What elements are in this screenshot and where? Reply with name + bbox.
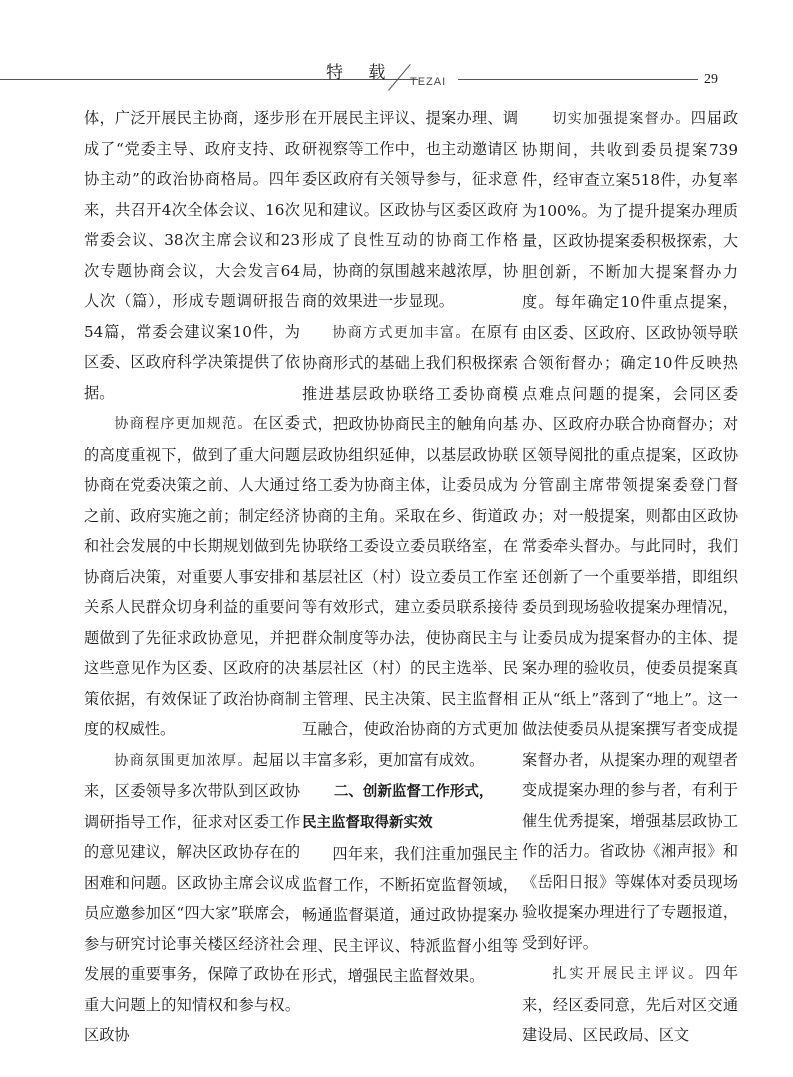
paragraph: [84, 408, 300, 745]
paragraph-lead: 协商程序更加规范。: [114, 416, 253, 432]
paragraph-text: 四届政协期间，共收到委员提案739 件，经审查立案518件，办复率为100%。为了提升提案办理质量，区政协提案委积极探索，大胆创新，不断加大提案督办力度。每年确定10件重点提案，由区委、区政府、区政协领导联合领衔督办；确定10件反映热点难点问题的提案，会同区委办、区政府办联合协商督办；对区领导阅批的重点提案，区政协分管副主席带领提案委登门督办；对一般提案，则都由区政协常委牵头督办。与此同时，我们还创新了一个重要举措，即组织委员到现场验收提案办理情况，让委员成为提案督办的主体、提案办理的验收员，使委员提案真正从“纸上”落到了“地上”。这一做法使委员从提案撰写者变成提案督办者，从提案办理的观望者变成提案办理的参与者，有利于催生优秀提案，增强基层政协工作的活力。省政协《湘声报》和《岳阳日报》等媒体对委员现场验收提案办理进行了专题报道，受到好评。: [522, 109, 754, 952]
text-column-3: [522, 103, 754, 1051]
section-heading: [302, 777, 518, 839]
paragraph-text: 在原有协商形式的基础上我们积极探索推进基层政协联络工委协商模式，把政协协商民主的触角向基层政协组织延伸，以基层政协联络工委为协商主体，让委员成为协商的主角。采取在乡、街道政协联络工委设立委员联络室，在基层社区（村）设立委员工作室等有效形式，建立委员联系接待群众制度等办法，使协商民主与基层社区（村）的民主选举、民主管理、民主决策、民主监督相互融合，使政治协商的方式更加丰富多彩，更加富有成效。: [302, 322, 519, 769]
paragraph: [84, 745, 300, 1051]
paragraph: [302, 839, 518, 992]
paragraph: [522, 958, 738, 1051]
page-number: 29: [704, 72, 718, 87]
paragraph-text: 四年来，经区委同意，先后对区交通建设局、区民政局、区文: [522, 964, 739, 1044]
paragraph-lead: 协商氛围更加浓厚。: [114, 752, 253, 769]
paragraph-text: 在区委的高度重视下，做到了重大问题协商在党委决策之前、人大通过之前、政府实施之前；制定经济和社会发展的中长期规划做到先协商后决策，对重要人事安排和关系人民群众切身利益的重要问题做到了先征求政协意见，并把这些意见作为区委、区政府的决策依据，有效保证了政治协商制度的权威性。: [84, 414, 301, 738]
paragraph-text: 起届以来，区委领导多次带队到区政协调研指导工作，征求对区委工作的意见建议，解决区政协存在的困难和问题。区政协主席会议成员应邀参加区“四大家”联席会，参与研究讨论事关楼区经济社会发展的重要事务，保障了政协在重大问题上的知情权和参与权。区政协: [84, 750, 301, 1044]
paragraph: [302, 317, 518, 776]
paragraph-text: 在开展民主评议、提案办理、调研视察等工作中，也主动邀请区委区政府有关领导参与，征求意见和建议。区政协与区委区政府形成了良性互动的协商工作格局，协商的氛围越来越浓厚，协商的效果进一步显现。: [302, 109, 518, 310]
paragraph-text: 体，广泛开展民主协商，逐步形成了“党委主导、政府支持、政协主动”的政治协商格局。四年来，共召开4次全体会议、16次常委会议、38次主席会议和23次专题协商会议，大会发言64人次（篇），形成专题调研报告54篇，常委会建议案10件，为区委、区政府科学决策提供了依据。: [84, 109, 300, 402]
paragraph: [302, 103, 518, 317]
section-heading-line-1: 二、创新监督工作形式，: [333, 784, 494, 800]
text-column-1: [84, 103, 300, 1051]
paragraph: [84, 103, 300, 408]
paragraph-lead: 扎实开展民主评议。: [552, 966, 706, 982]
text-column-2: [302, 103, 518, 992]
paragraph-lead: 切实加强提案督办。: [552, 111, 691, 127]
header-rule-right: [458, 79, 698, 80]
paragraph-lead: 协商方式更加丰富。: [332, 324, 471, 341]
section-title: 特 载: [326, 63, 396, 83]
section-latin-title: TEZAI: [410, 76, 447, 88]
running-header: [0, 56, 793, 96]
paragraph: [522, 103, 754, 958]
paragraph-text: 四年来，我们注重加强民主监督工作，不断拓宽监督领域，畅通监督渠道，通过政协提案办理、民主评议、特派监督小组等形式，增强民主监督效果。: [302, 845, 518, 985]
section-heading-line-2: 民主监督取得新实效: [302, 815, 433, 831]
